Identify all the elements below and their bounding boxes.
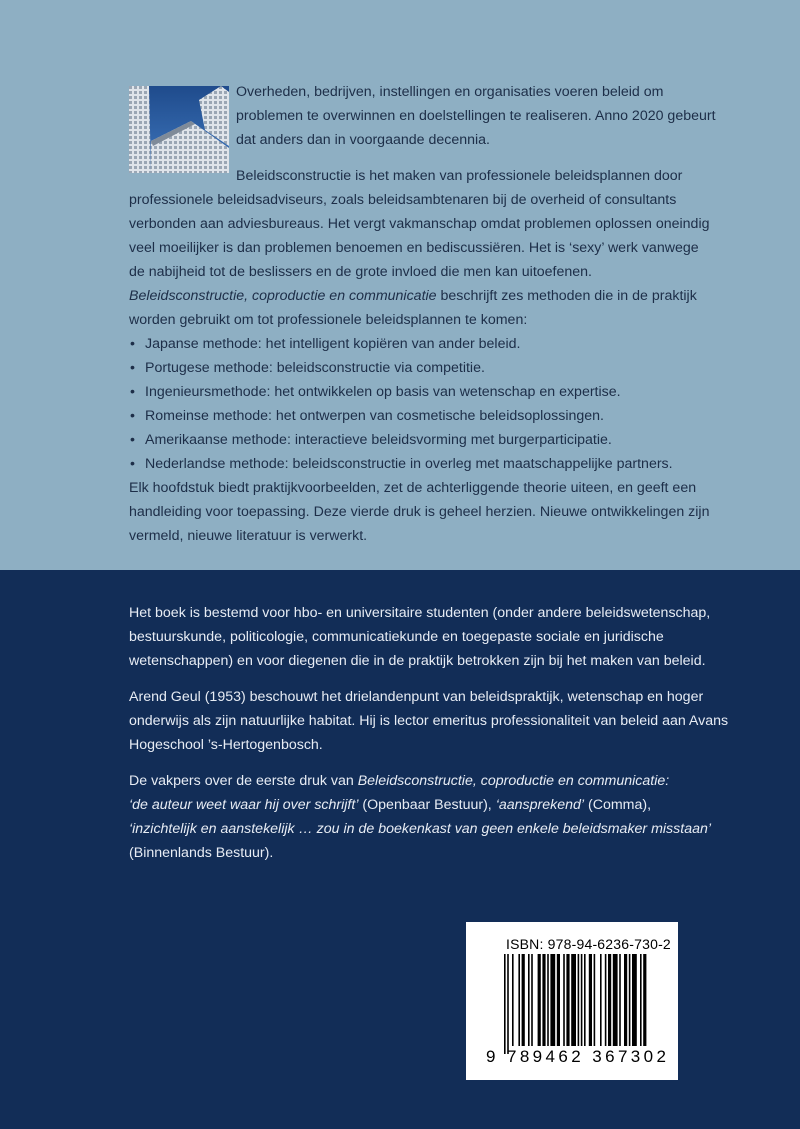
book-title: Beleidsconstructie, coproductie en communicatie bbox=[129, 288, 437, 304]
barcode-bar bbox=[578, 954, 580, 1046]
definition-first-line: Beleidsconstructie is het maken van professionele beleidsplannen door bbox=[236, 168, 683, 184]
source-3: (Binnenlands Bestuur). bbox=[129, 845, 274, 861]
methods-list bbox=[129, 332, 719, 476]
barcode-bar bbox=[619, 954, 621, 1046]
barcode-bar bbox=[613, 954, 618, 1046]
building-photo bbox=[129, 86, 229, 173]
intro-paragraph: Overheden, bedrijven, instellingen en organisaties voeren beleid om problemen te overwinnen en doelstellingen te realiseren. Anno 2020 gebeurt dat anders dan in voorgaande decennia. bbox=[236, 84, 716, 148]
methods-intro-text: beschrijft zes methoden die in de praktijk worden gebruikt om tot professionele beleidsplannen te komen: bbox=[129, 288, 697, 328]
methods-intro bbox=[129, 284, 719, 332]
barcode-bar bbox=[566, 954, 569, 1046]
barcode-bar bbox=[624, 954, 627, 1046]
barcode-bar bbox=[584, 954, 586, 1046]
definition-rest: professionele beleidsadviseurs, zoals beleidsambtenaren bij de overheid of consultants verbonden aan adviesbureaus. Het vergt vakmanschap omdat problemen oplossen oneindig veel moeilijker is dan problemen benoemen en bediscussiëren. Het is ‘sexy’ werk vanwege de nabijheid tot de beslissers en de grote invloed die men kan uitoefenen. bbox=[129, 192, 710, 280]
review-intro: De vakpers over de eerste druk van bbox=[129, 773, 358, 789]
list-item: • Amerikaanse methode: interactieve beleidsvorming met burgerparticipatie. bbox=[129, 428, 719, 452]
quote-3: ‘inzichtelijk en aanstekelijk … zou in de boekenkast van geen enkele beleidsmaker misstaan’ bbox=[129, 821, 712, 837]
barcode-bar bbox=[563, 954, 565, 1046]
definition-paragraph bbox=[129, 164, 714, 284]
author-paragraph: Arend Geul (1953) beschouwt het drielandenpunt van beleidspraktijk, wetenschap en hoger onderwijs als zijn natuurlijke habitat. Hij is lector emeritus professionaliteit van beleid aan Avans Hogeschool ’s-Hertogenbosch. bbox=[129, 689, 729, 753]
list-item: • Ingenieursmethode: het ontwikkelen op basis van wetenschap en expertise. bbox=[129, 380, 719, 404]
barcode-bar bbox=[504, 954, 506, 1054]
barcode-bar bbox=[643, 954, 646, 1046]
list-item: • Nederlandse methode: beleidsconstructie in overleg met maatschappelijke partners. bbox=[129, 452, 719, 476]
source-1: (Openbaar Bestuur), bbox=[358, 797, 496, 813]
ean-digits: 9 789462 367302 bbox=[486, 1047, 670, 1066]
barcode-bar bbox=[571, 954, 576, 1046]
barcode-bar bbox=[547, 954, 549, 1046]
barcode-bar bbox=[538, 954, 541, 1046]
quote-1: ‘de auteur weet waar hij over schrijft’ bbox=[129, 797, 359, 813]
isbn-number: ISBN: 978-94-6236-730-2 bbox=[506, 936, 671, 952]
barcode-bar bbox=[531, 954, 533, 1046]
barcode-bar bbox=[629, 954, 631, 1046]
methods-section bbox=[129, 284, 719, 476]
barcode-bar bbox=[608, 954, 611, 1046]
barcode-bar bbox=[600, 954, 602, 1046]
barcode-bar bbox=[522, 954, 525, 1046]
barcode-bar bbox=[507, 954, 509, 1054]
list-item: • Romeinse methode: het ontwerpen van cosmetische beleidsoplossingen. bbox=[129, 404, 719, 428]
quote-2: ‘aansprekend’ bbox=[495, 797, 585, 813]
barcode-bar bbox=[581, 954, 583, 1046]
barcode-bar bbox=[528, 954, 530, 1046]
list-item: • Portugese methode: beleidsconstructie via competitie. bbox=[129, 356, 719, 380]
barcode-bar bbox=[512, 954, 514, 1046]
reviews-paragraph bbox=[129, 769, 749, 865]
barcode-label bbox=[466, 922, 678, 1080]
barcode-bar bbox=[542, 954, 545, 1046]
barcode-bar bbox=[605, 954, 607, 1046]
barcode-bar bbox=[589, 954, 592, 1046]
chapter-paragraph: Elk hoofdstuk biedt praktijkvoorbeelden, zet de achterliggende theorie uiteen, en geeft een handleiding voor toepassing. Deze vierde druk is geheel herzien. Nieuwe ontwikkelingen zijn vermeld, nieuwe literatuur is verwerkt. bbox=[129, 480, 710, 544]
barcode-bar bbox=[632, 954, 637, 1046]
list-item: • Japanse methode: het intelligent kopiëren van ander beleid. bbox=[129, 332, 719, 356]
barcode-bar bbox=[518, 954, 520, 1046]
barcode-bar bbox=[550, 954, 555, 1046]
barcode-bar bbox=[557, 954, 560, 1046]
audience-paragraph: Het boek is bestemd voor hbo- en universitaire studenten (onder andere beleidswetenschap, bestuurskunde, politicologie, communicatiekunde en toegepaste sociale en juridische wetenschappen) en voor diegenen die in de praktijk betrokken zijn bij het maken van beleid. bbox=[129, 605, 711, 669]
barcode-bar bbox=[640, 954, 642, 1046]
review-book-title: Beleidsconstructie, coproductie en communicatie: bbox=[357, 773, 670, 789]
source-2: (Comma), bbox=[584, 797, 652, 813]
barcode-bar bbox=[594, 954, 596, 1046]
